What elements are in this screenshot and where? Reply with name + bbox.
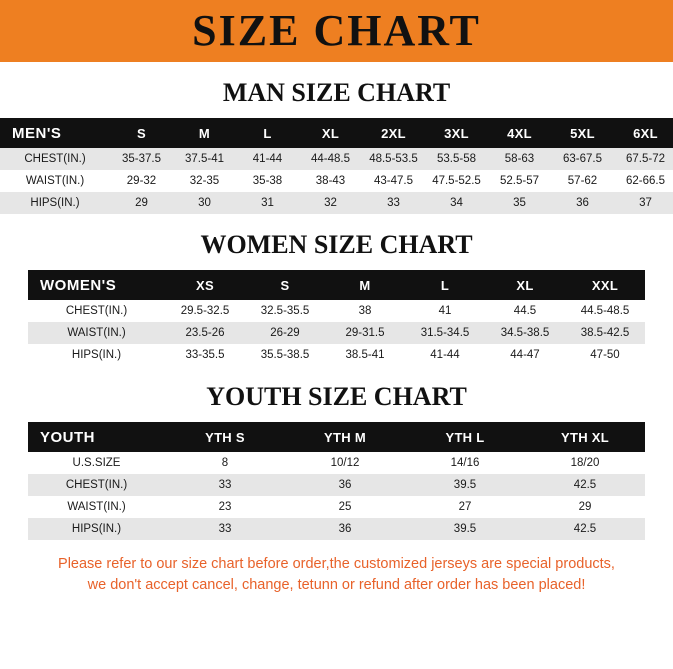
cell: 31 — [236, 192, 299, 214]
table-row — [28, 344, 645, 366]
cell: 43-47.5 — [362, 170, 425, 192]
cell: 38.5-42.5 — [565, 322, 645, 344]
row-label: CHEST(IN.) — [0, 148, 110, 170]
cell: 52.5-57 — [488, 170, 551, 192]
column-header: MEN'S — [0, 118, 110, 148]
cell: 32-35 — [173, 170, 236, 192]
cell: 29-31.5 — [325, 322, 405, 344]
cell: 29.5-32.5 — [165, 300, 245, 322]
cell: 34.5-38.5 — [485, 322, 565, 344]
column-header: XS — [165, 270, 245, 300]
row-label: HIPS(IN.) — [0, 192, 110, 214]
table-row — [28, 300, 645, 322]
cell: 27 — [405, 496, 525, 518]
cell: 36 — [285, 518, 405, 540]
cell: 31.5-34.5 — [405, 322, 485, 344]
row-label: U.S.SIZE — [28, 452, 165, 474]
cell: 29 — [110, 192, 173, 214]
cell: 53.5-58 — [425, 148, 488, 170]
cell: 42.5 — [525, 474, 645, 496]
column-header: YTH S — [165, 422, 285, 452]
table-row — [28, 518, 645, 540]
column-header: XL — [485, 270, 565, 300]
cell: 62-66.5 — [614, 170, 673, 192]
women-section-title: WOMEN SIZE CHART — [200, 230, 473, 259]
cell: 35 — [488, 192, 551, 214]
youth-size-table — [28, 422, 645, 540]
row-label: CHEST(IN.) — [28, 300, 165, 322]
cell: 32 — [299, 192, 362, 214]
column-header: L — [236, 118, 299, 148]
column-header: 3XL — [425, 118, 488, 148]
cell: 41-44 — [236, 148, 299, 170]
cell: 39.5 — [405, 518, 525, 540]
youth-section-title: YOUTH SIZE CHART — [206, 382, 467, 411]
column-header: S — [110, 118, 173, 148]
page-title: SIZE CHART — [192, 6, 481, 55]
cell: 57-62 — [551, 170, 614, 192]
column-header: YTH XL — [525, 422, 645, 452]
women-size-table — [28, 270, 645, 366]
table-header-row — [28, 270, 645, 300]
row-label: CHEST(IN.) — [28, 474, 165, 496]
cell: 67.5-72 — [614, 148, 673, 170]
table-row — [0, 170, 673, 192]
cell: 38-43 — [299, 170, 362, 192]
cell: 30 — [173, 192, 236, 214]
table-row — [28, 322, 645, 344]
cell: 35-38 — [236, 170, 299, 192]
footer-line-1: Please refer to our size chart before order,the customized jerseys are special products, — [58, 556, 615, 572]
cell: 36 — [551, 192, 614, 214]
cell: 18/20 — [525, 452, 645, 474]
cell: 35.5-38.5 — [245, 344, 325, 366]
table-row — [28, 496, 645, 518]
cell: 37.5-41 — [173, 148, 236, 170]
cell: 39.5 — [405, 474, 525, 496]
column-header: 6XL — [614, 118, 673, 148]
column-header: XL — [299, 118, 362, 148]
cell: 25 — [285, 496, 405, 518]
cell: 35-37.5 — [110, 148, 173, 170]
cell: 36 — [285, 474, 405, 496]
row-label: HIPS(IN.) — [28, 344, 165, 366]
cell: 10/12 — [285, 452, 405, 474]
column-header: 2XL — [362, 118, 425, 148]
cell: 63-67.5 — [551, 148, 614, 170]
cell: 34 — [425, 192, 488, 214]
cell: 44.5 — [485, 300, 565, 322]
column-header: 4XL — [488, 118, 551, 148]
cell: 41 — [405, 300, 485, 322]
row-label: WAIST(IN.) — [28, 496, 165, 518]
cell: 29-32 — [110, 170, 173, 192]
footer-line-2: we don't accept cancel, change, tetunn or refund after order has been placed! — [87, 577, 586, 594]
cell: 14/16 — [405, 452, 525, 474]
column-header: YTH M — [285, 422, 405, 452]
column-header: L — [405, 270, 485, 300]
column-header: M — [173, 118, 236, 148]
cell: 47.5-52.5 — [425, 170, 488, 192]
cell: 44-48.5 — [299, 148, 362, 170]
cell: 23 — [165, 496, 285, 518]
cell: 23.5-26 — [165, 322, 245, 344]
footer-note — [0, 554, 673, 596]
cell: 37 — [614, 192, 673, 214]
column-header: YTH L — [405, 422, 525, 452]
cell: 44-47 — [485, 344, 565, 366]
cell: 33-35.5 — [165, 344, 245, 366]
cell: 26-29 — [245, 322, 325, 344]
cell: 33 — [165, 518, 285, 540]
cell: 41-44 — [405, 344, 485, 366]
men-section-title: MAN SIZE CHART — [222, 78, 451, 107]
cell: 47-50 — [565, 344, 645, 366]
cell: 33 — [362, 192, 425, 214]
row-label: WAIST(IN.) — [0, 170, 110, 192]
banner — [0, 0, 673, 62]
table-row — [0, 192, 673, 214]
cell: 32.5-35.5 — [245, 300, 325, 322]
cell: 38.5-41 — [325, 344, 405, 366]
row-label: WAIST(IN.) — [28, 322, 165, 344]
cell: 38 — [325, 300, 405, 322]
table-row — [28, 452, 645, 474]
cell: 48.5-53.5 — [362, 148, 425, 170]
cell: 8 — [165, 452, 285, 474]
cell: 42.5 — [525, 518, 645, 540]
column-header: S — [245, 270, 325, 300]
cell: 33 — [165, 474, 285, 496]
table-row — [28, 474, 645, 496]
column-header: 5XL — [551, 118, 614, 148]
table-header-row — [28, 422, 645, 452]
column-header: YOUTH — [28, 422, 165, 452]
table-row — [0, 148, 673, 170]
cell: 29 — [525, 496, 645, 518]
men-size-table — [0, 118, 673, 214]
column-header: WOMEN'S — [28, 270, 165, 300]
cell: 58-63 — [488, 148, 551, 170]
cell: 44.5-48.5 — [565, 300, 645, 322]
row-label: HIPS(IN.) — [28, 518, 165, 540]
column-header: M — [325, 270, 405, 300]
table-header-row — [0, 118, 673, 148]
column-header: XXL — [565, 270, 645, 300]
